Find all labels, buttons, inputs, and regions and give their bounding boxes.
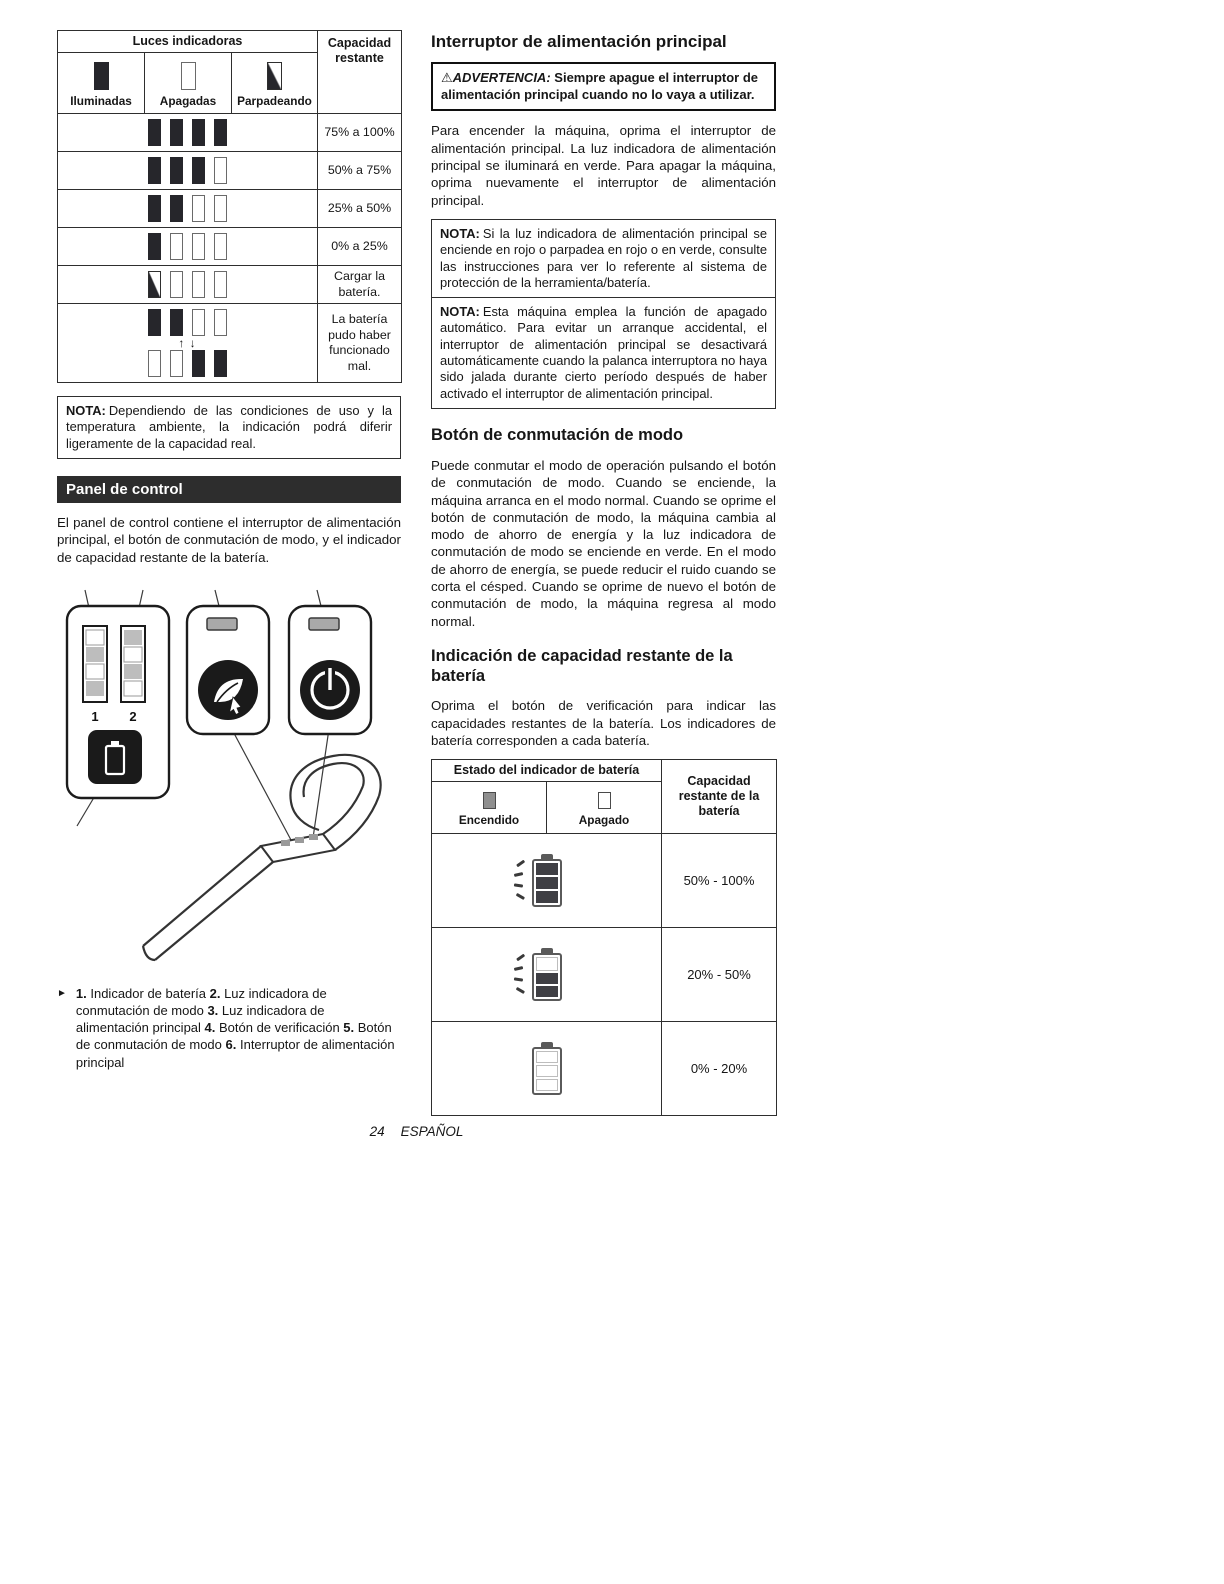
indicator-bar-blink (148, 271, 161, 298)
indicator-table-row (58, 114, 402, 152)
nota-box-indicator (57, 396, 401, 459)
figure-caption-text: 1. Indicador de batería 2. Luz indicadora de conmutación de modo 3. Luz indicadora de alimentación principal 4. Botón de verificación 5. Botón de conmutación de modo 6. Interruptor de alimentación principal (75, 986, 395, 1070)
capacity-cell: 0% a 25% (318, 228, 402, 266)
indicator-bar-on (214, 119, 227, 146)
indicator-table-row (58, 228, 402, 266)
indicator-table-row (58, 304, 402, 383)
indicator-bar-row (60, 309, 315, 336)
battery-indicator-table (431, 759, 777, 1116)
nota-box-protection (431, 219, 776, 299)
indicator-bar-on (148, 233, 161, 260)
battery-table-row (432, 1022, 777, 1116)
legend-label: Apagadas (159, 94, 217, 108)
battery-table-row (432, 928, 777, 1022)
indicator-bar-off (170, 233, 183, 260)
legend-off (145, 53, 232, 114)
main-switch-paragraph: Para encender la máquina, oprima el interruptor de alimentación principal. La luz indicadora de alimentación principal se iluminará en verde. Para apagar la máquina, oprima nuevamente el interruptor de alimentación principal. (431, 123, 776, 208)
footer-language: ESPAÑOL (400, 1124, 464, 1139)
nota-lead: NOTA: (440, 225, 480, 241)
blink-ray-icon (513, 978, 522, 982)
capacity-cell: 20% - 50% (662, 928, 777, 1022)
indicator-bar-row (60, 195, 315, 222)
battery-table-header-row (432, 760, 777, 782)
indicator-bar-off (170, 350, 183, 377)
battery-icon-cell (432, 834, 662, 928)
indicator-bar-off (192, 233, 205, 260)
panel-intro-paragraph: El panel de control contiene el interruptor de alimentación principal, el botón de conmutación de modo, y el indicador de capacidad restante de la batería. (57, 515, 401, 565)
indicator-bar-row (60, 271, 315, 298)
capacity-cell: 0% - 20% (662, 1022, 777, 1116)
indicator-bar-on (148, 195, 161, 222)
indicator-bar-off (214, 195, 227, 222)
nota-box-auto-off (431, 297, 776, 409)
indicator-bar-off (214, 309, 227, 336)
heading-battery-capacity: Indicación de capacidad restante de la batería (431, 646, 733, 685)
indicator-bar-off (170, 271, 183, 298)
indicator-bar-off (214, 233, 227, 260)
battery-segment-on (536, 891, 558, 903)
battery-legend-off (547, 782, 662, 834)
blink-ray-icon (515, 987, 524, 994)
indicator-bars-cell (58, 228, 318, 266)
indicator-lights-table (57, 30, 402, 383)
legend-label: Apagado (578, 813, 630, 828)
indicator-bar-off (192, 309, 205, 336)
capacity-cell: Cargar la batería. (318, 266, 402, 304)
indicator-bar-off (148, 350, 161, 377)
blink-ray-icon (516, 860, 525, 867)
capacity-cell: 25% a 50% (318, 190, 402, 228)
mode-indicator-led (207, 618, 237, 630)
legend-label: Iluminadas (70, 94, 132, 108)
indicator-bar-on (192, 350, 205, 377)
legend-label: Encendido (458, 813, 520, 828)
indicator-table-row (58, 266, 402, 304)
warning-box (431, 62, 776, 111)
battery-segment-on (536, 877, 558, 889)
battery-icon-cell (432, 928, 662, 1022)
page-number: 24 (369, 1124, 385, 1139)
legend-bar-on-icon (94, 62, 109, 90)
led-square-on-icon (483, 792, 496, 809)
indicator-table-row (58, 152, 402, 190)
battery-segment-off (536, 1051, 558, 1063)
indicator-bar-off (192, 195, 205, 222)
indicator-bar-off (192, 271, 205, 298)
indicator-table-header-row (58, 31, 402, 53)
battery-icon-cell (432, 1022, 662, 1116)
legend-blink (232, 53, 318, 114)
check-button-graphic (88, 730, 142, 784)
battery-body (532, 859, 562, 907)
indicator-bar-on (170, 309, 183, 336)
indicator-bar-on (192, 157, 205, 184)
page-content (57, 30, 776, 1116)
battery-capacity-column-header: Capacidad restante de la batería (662, 760, 777, 834)
battery-icon (532, 854, 562, 907)
battery-segment-on (536, 986, 558, 997)
indicator-bar-on (148, 119, 161, 146)
indicator-bar-off (214, 271, 227, 298)
legend-bar-off-icon (181, 62, 196, 90)
alternate-arrows: ↑ ↓ (178, 336, 197, 350)
indicator-bar-on (148, 157, 161, 184)
caption-marker-icon: ► (57, 988, 67, 1000)
led-square-off-icon (598, 792, 611, 809)
nota-lead: NOTA: (440, 303, 480, 319)
indicator-bar-on (214, 350, 227, 377)
mode-button-paragraph: Puede conmutar el modo de operación pulsando el botón de conmutación de modo. Cuando se enciende, la máquina arranca en el modo normal. Cuando se oprime el botón de conmutación de modo, la máquina cambia al modo de ahorro de energía y la luz indicadora de conmutación de modo se enciende en verde. En el modo de ahorro de energía, se puede reducir el ruido cuando se corta el césped. Cuando se oprime de nuevo el botón de conmutación de modo, la máquina regresa al modo normal. (431, 458, 776, 629)
battery-segment-off (536, 1079, 558, 1091)
legend-bar-blink-icon (267, 62, 282, 90)
indicator-table-title: Luces indicadoras (58, 31, 318, 53)
battery-slot-1-label: 1 (91, 709, 99, 725)
battery-icon (532, 1042, 562, 1095)
nota-text: Dependiendo de las condiciones de uso y la temperatura ambiente, la indicación podrá diferir ligeramente de la capacidad real. (66, 403, 392, 451)
indicator-bars-cell (58, 304, 318, 383)
warning-icon: ⚠ (441, 70, 453, 86)
legend-label: Parpadeando (237, 94, 312, 108)
battery-body (532, 1047, 562, 1095)
capacity-cell: La batería pudo haber funcionado mal. (318, 304, 402, 383)
battery-capacity-paragraph: Oprima el botón de verificación para indicar las capacidades restantes de la batería. Los indicadores de batería corresponden a cada batería. (431, 698, 776, 748)
indicator-bar-on (170, 195, 183, 222)
blink-ray-icon (513, 966, 522, 970)
right-column (431, 30, 776, 1116)
battery-legend-on (432, 782, 547, 834)
indicator-bar-off (214, 157, 227, 184)
battery-segment-off (536, 957, 558, 970)
indicator-bars-cell (58, 190, 318, 228)
figure-caption (57, 985, 401, 1071)
indicator-bars-cell (58, 266, 318, 304)
indicator-bar-row (60, 119, 315, 146)
indicator-bar-on (170, 157, 183, 184)
control-panel-diagram (57, 578, 401, 976)
battery-segment-off (536, 1065, 558, 1077)
battery-body (532, 953, 562, 1001)
left-column (57, 30, 401, 1071)
indicator-bar-on (170, 119, 183, 146)
battery-table-title: Estado del indicador de batería (432, 760, 662, 782)
indicator-bar-on (192, 119, 205, 146)
battery-segment-on (536, 973, 558, 984)
heading-mode-button: Botón de conmutación de modo (431, 426, 684, 445)
indicator-bars-cell (58, 114, 318, 152)
page-footer (57, 1124, 776, 1139)
blink-ray-icon (513, 872, 522, 876)
nota-text: Si la luz indicadora de alimentación principal se enciende en rojo o parpadea en rojo o en verde, consulte las instrucciones para ver lo referente al sistema de protección de la herramienta/batería. (440, 225, 767, 290)
capacity-cell: 50% a 75% (318, 152, 402, 190)
battery-icon (532, 948, 562, 1001)
blink-ray-icon (513, 884, 522, 888)
capacity-column-header: Capacidad restante (318, 31, 402, 114)
battery-table-row (432, 834, 777, 928)
section-header-panel-de-control: Panel de control (57, 476, 401, 503)
warning-lead: ADVERTENCIA: (452, 70, 551, 86)
blink-ray-icon (515, 893, 524, 900)
heading-main-power-switch: Interruptor de alimentación principal (431, 32, 727, 51)
battery-slot-2-label: 2 (129, 709, 137, 725)
battery-segment-on (536, 863, 558, 875)
control-panel-figure (57, 578, 401, 981)
blink-ray-icon (516, 954, 525, 961)
indicator-bar-row (60, 350, 315, 377)
power-indicator-led (309, 618, 339, 630)
warning-text: Siempre apague el interruptor de alimentación principal cuando no lo vaya a utilizar. (441, 70, 758, 102)
indicator-bar-row (60, 233, 315, 260)
nota-text: Esta máquina emplea la función de apagado automático. Para evitar un arranque accidental, el interruptor de alimentación principal se desactivará automáticamente cuando la palanca interruptora no haya sido jalada durante cierto período después de haber activado el interruptor de alimentación principal. (440, 303, 767, 401)
indicator-bar-on (148, 309, 161, 336)
indicator-table-row (58, 190, 402, 228)
indicator-bars-cell (58, 152, 318, 190)
nota-lead: NOTA: (66, 403, 106, 418)
indicator-bar-row (60, 157, 315, 184)
legend-on (58, 53, 145, 114)
capacity-cell: 50% - 100% (662, 834, 777, 928)
capacity-cell: 75% a 100% (318, 114, 402, 152)
